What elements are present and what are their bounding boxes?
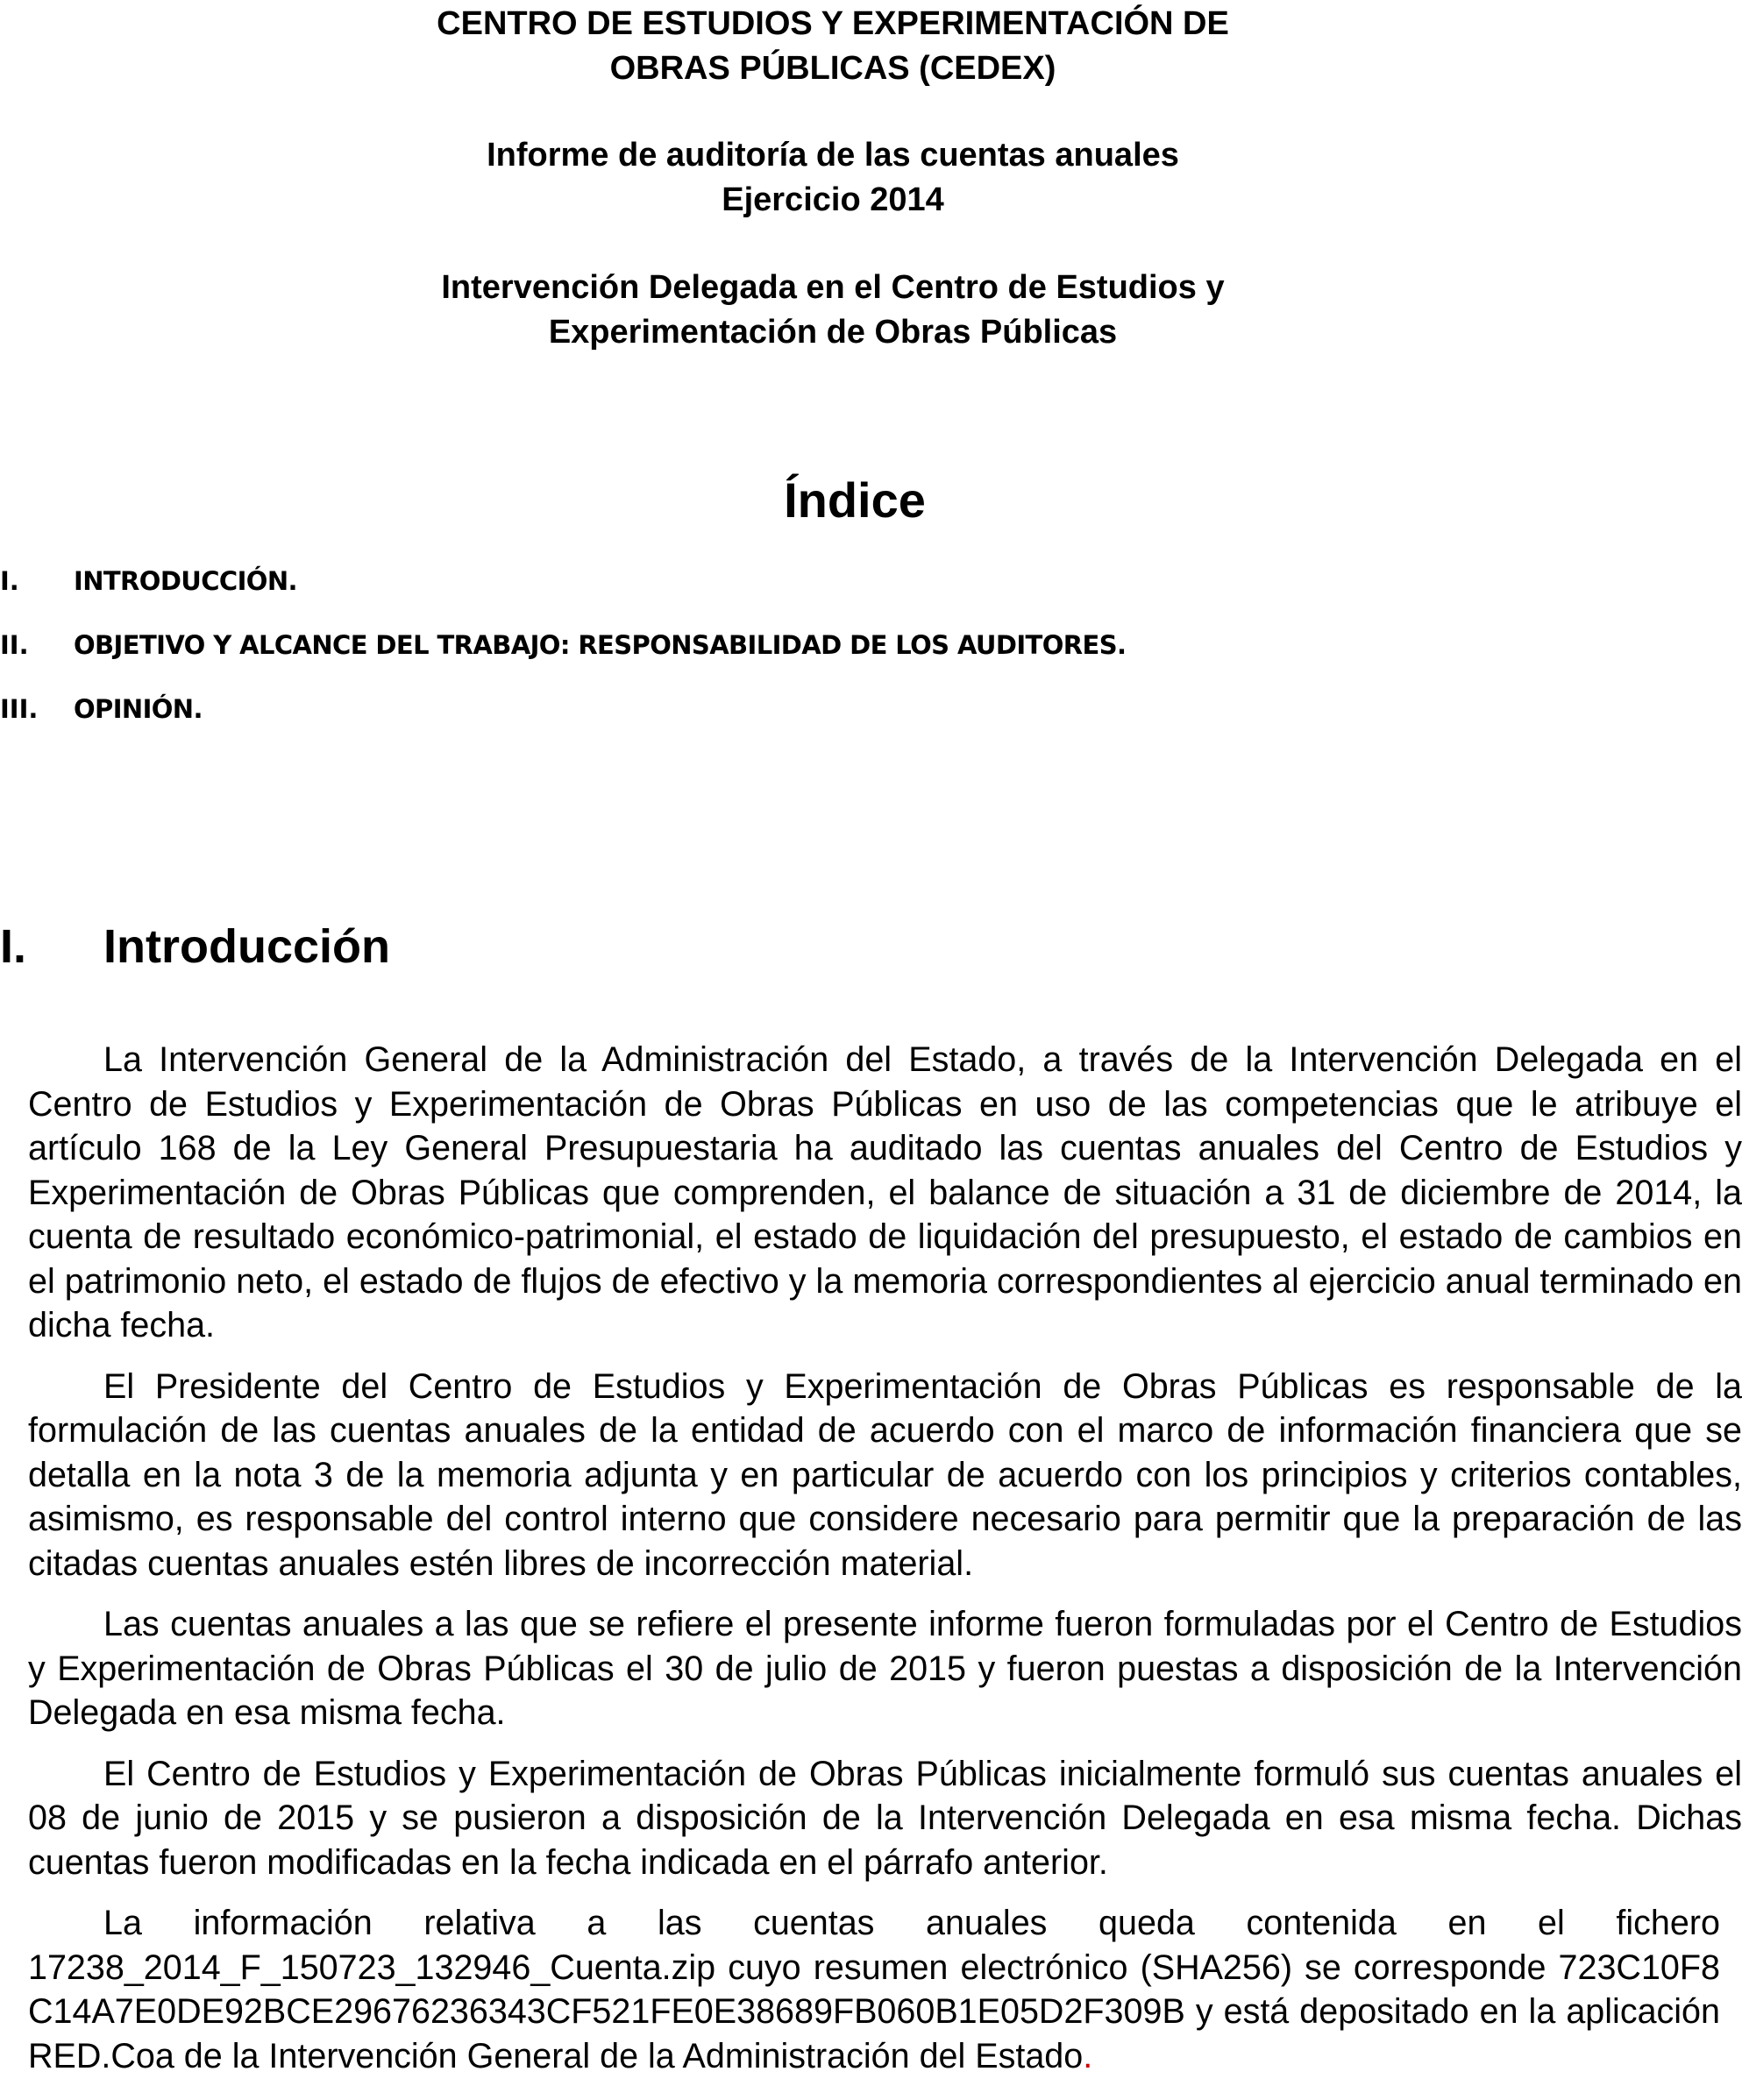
- sha256-hash: 723C10F8C14A7E0DE92BCE29676236343CF521FE0E38689FB060B1E05D2F309B: [28, 1947, 1720, 2031]
- toc-item-number: III.: [0, 694, 39, 724]
- toc-item-label: OBJETIVO Y ALCANCE DEL TRABAJO: RESPONSABILIDAD DE LOS AUDITORES.: [74, 630, 1127, 660]
- toc-item-label: OPINIÓN.: [74, 694, 203, 724]
- paragraph-2: El Presidente del Centro de Estudios y Experimentación de Obras Públicas es responsable de la formulación de las cuentas anuales de la entidad de acuerdo con el marco de información financiera que se detalla en la nota 3 de la memoria adjunta y en particular de acuerdo con los principios y criterios contables, asimismo, es responsable del control interno que considere necesario para permitir que la preparación de las citadas cuentas anuales estén libres de incorrección material.: [28, 1366, 1742, 1583]
- paragraph-3: Las cuentas anuales a las que se refiere el presente informe fueron formuladas por el Centro de Estudios y Experimentación de Obras Públicas el 30 de julio de 2015 y fueron puestas a disposición de la Intervención Delegada en esa misma fecha.: [28, 1605, 1742, 1732]
- office-title-line-2: Experimentación de Obras Públicas: [548, 314, 1118, 351]
- paragraph-5-mid: cuyo resumen electrónico (SHA256) se corresponde: [728, 1947, 1546, 1987]
- paragraph-5-intro: La información relativa a las cuentas anuales queda contenida en el fichero: [103, 1904, 1720, 1942]
- toc-item-opinion[interactable]: [0, 689, 1315, 753]
- office-title: [263, 266, 1403, 355]
- toc-item-number: I.: [0, 566, 19, 596]
- organization-title-line-2: OBRAS PÚBLICAS (CEDEX): [609, 50, 1056, 87]
- toc-item-objetivo[interactable]: [0, 625, 1315, 689]
- report-title-line-2: Ejercicio 2014: [722, 181, 944, 218]
- paragraph-5-outro: y está depositado en la aplicación RED.Coa de la Intervención General de la Administración del Estado: [28, 1992, 1720, 2075]
- section-title: Introducción: [103, 920, 390, 973]
- paragraph-4: El Centro de Estudios y Experimentación de Obras Públicas inicialmente formuló sus cuentas anuales el 08 de junio de 2015 y se pusieron a disposición de la Intervención Delegada en esa misma fecha. Dichas cuentas fueron modificadas en la fecha indicada en el párrafo anterior.: [28, 1754, 1742, 1882]
- toc-item-introduccion[interactable]: [0, 561, 1315, 625]
- report-title-line-1: Informe de auditoría de las cuentas anuales: [487, 137, 1179, 174]
- report-title: [263, 133, 1403, 223]
- table-of-contents: [0, 561, 1315, 753]
- paragraph-5: [28, 1901, 1720, 2078]
- toc-item-label: INTRODUCCIÓN.: [74, 566, 297, 596]
- section-heading-introduccion: [0, 916, 390, 977]
- introduction-body: [28, 1038, 1742, 2095]
- section-number: I.: [0, 920, 27, 973]
- organization-title-line-1: CENTRO DE ESTUDIOS Y EXPERIMENTACIÓN DE: [437, 5, 1229, 42]
- file-name: 17238_2014_F_150723_132946_Cuenta.zip: [28, 1947, 716, 1987]
- index-title: Índice: [784, 472, 926, 528]
- toc-item-number: II.: [0, 630, 29, 660]
- paragraph-1: La Intervención General de la Administración del Estado, a través de la Intervención Delegada en el Centro de Estudios y Experimentación de Obras Públicas en uso de las competencias que le atribuye el artículo 168 de la Ley General Presupuestaria ha auditado las cuentas anuales del Centro de Estudios y Experimentación de Obras Públicas que comprenden, el balance de situación a 31 de diciembre de 2014, la cuenta de resultado económico-patrimonial, el estado de liquidación del presupuesto, el estado de cambios en el patrimonio neto, el estado de flujos de efectivo y la memoria correspondientes al ejercicio anual terminado en dicha fecha.: [28, 1040, 1742, 1344]
- office-title-line-1: Intervención Delegada en el Centro de Estudios y: [441, 269, 1225, 306]
- paragraph-end-mark: .: [1083, 2036, 1093, 2075]
- organization-title: [263, 2, 1403, 91]
